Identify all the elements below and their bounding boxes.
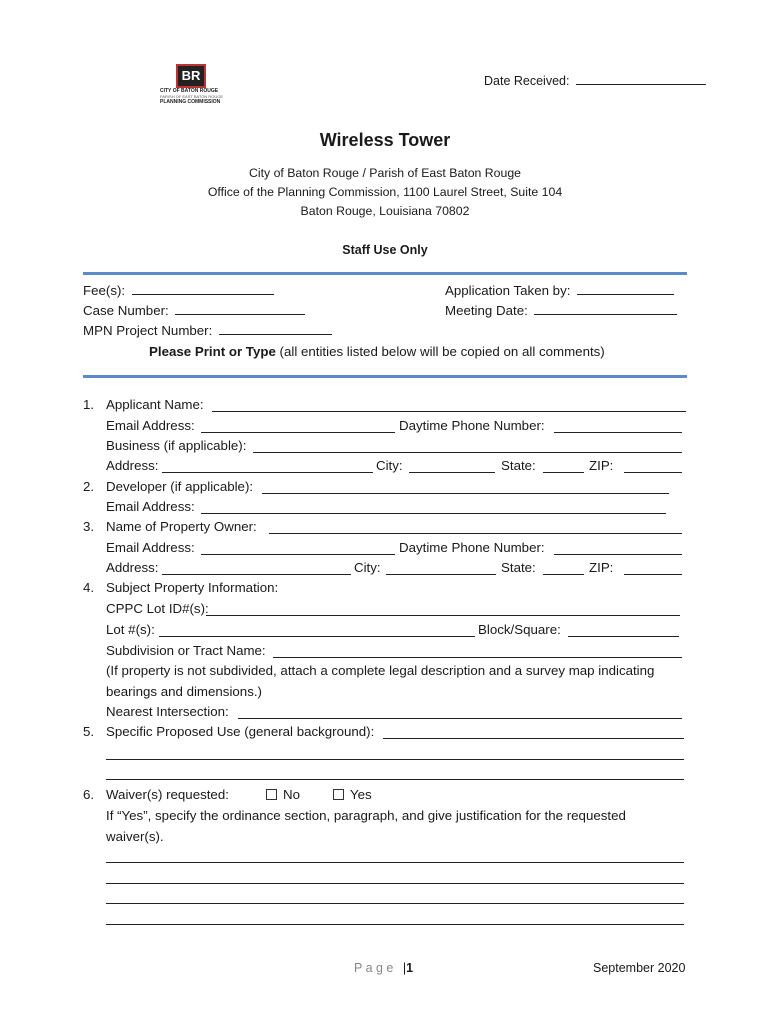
- s3-address-label: Address:: [106, 560, 159, 575]
- lot-label: Lot #(s):: [106, 622, 155, 637]
- taken-by-field[interactable]: [577, 294, 674, 295]
- proposed-use-field-2[interactable]: [106, 759, 684, 760]
- applicant-row: [106, 397, 204, 412]
- mpn-field[interactable]: [219, 334, 332, 335]
- date-received-label: Date Received:: [484, 74, 570, 88]
- s1-state-field[interactable]: [543, 472, 584, 473]
- s2-email-field[interactable]: [201, 513, 666, 514]
- s3-state-field[interactable]: [543, 574, 584, 575]
- waiver-no-option[interactable]: [266, 787, 300, 802]
- s2-email-label: Email Address:: [106, 499, 195, 514]
- section-2-number: 2.: [83, 479, 95, 494]
- logo-mark: BR: [176, 64, 206, 88]
- owner-label: Name of Property Owner:: [106, 519, 257, 534]
- logo-text-1: CITY OF BATON ROUGE: [160, 88, 219, 94]
- page-number: [354, 961, 413, 975]
- subdivision-field[interactable]: [273, 657, 682, 658]
- s3-phone-field[interactable]: [554, 554, 682, 555]
- logo: [160, 64, 224, 108]
- s3-city-field[interactable]: [386, 574, 496, 575]
- s3-address-field[interactable]: [162, 574, 351, 575]
- s3-phone-label: Daytime Phone Number:: [399, 540, 545, 555]
- fees-row: [83, 283, 274, 298]
- waiver-yes-checkbox[interactable]: [333, 789, 344, 800]
- proposed-use-field-1[interactable]: [383, 738, 684, 739]
- waiver-yes-option[interactable]: [333, 787, 372, 802]
- waiver-field-4[interactable]: [106, 924, 684, 925]
- owner-field[interactable]: [269, 533, 682, 534]
- page-label: P a g e: [354, 961, 394, 975]
- developer-row: [106, 479, 253, 494]
- owner-row: [106, 519, 257, 534]
- logo-text-2: PARISH OF EAST BATON ROUGE: [160, 94, 224, 99]
- meeting-date-field[interactable]: [534, 314, 677, 315]
- s3-city-label: City:: [354, 560, 381, 575]
- meeting-date-label: Meeting Date:: [445, 303, 528, 318]
- section-6-number: 6.: [83, 787, 95, 802]
- s1-city-field[interactable]: [409, 472, 495, 473]
- lot-field[interactable]: [159, 636, 475, 637]
- applicant-field[interactable]: [212, 411, 686, 412]
- date-received-field[interactable]: [576, 84, 706, 85]
- s1-email-field[interactable]: [201, 432, 395, 433]
- section-5-number: 5.: [83, 724, 95, 739]
- s3-email-field[interactable]: [201, 554, 395, 555]
- legal-note-2: bearings and dimensions.): [106, 684, 262, 699]
- developer-field[interactable]: [262, 493, 669, 494]
- s1-phone-row: [399, 418, 545, 433]
- s3-address-row: [106, 560, 158, 575]
- s1-email-label: Email Address:: [106, 418, 195, 433]
- legal-note-1: (If property is not subdivided, attach a complete legal description and a survey map indicating: [106, 663, 655, 678]
- business-label: Business (if applicable):: [106, 438, 247, 453]
- case-number-label: Case Number:: [83, 303, 169, 318]
- s3-email-row: [106, 540, 195, 555]
- s1-state-label: State:: [501, 458, 536, 473]
- proposed-use-label: Specific Proposed Use (general background):: [106, 724, 375, 739]
- waiver-no-label: No: [283, 787, 300, 802]
- date-received-row: [484, 74, 706, 88]
- s1-zip-label: ZIP:: [589, 458, 614, 473]
- section-3-number: 3.: [83, 519, 95, 534]
- logo-text-3: PLANNING COMMISSION: [160, 99, 221, 105]
- section-4-number: 4.: [83, 580, 95, 595]
- staff-use-heading: Staff Use Only: [342, 243, 428, 257]
- s1-email-row: [106, 418, 195, 433]
- proposed-use-field-3[interactable]: [106, 779, 684, 780]
- waiver-no-checkbox[interactable]: [266, 789, 277, 800]
- waiver-field-2[interactable]: [106, 883, 684, 884]
- business-row: [106, 438, 246, 453]
- s1-address-field[interactable]: [162, 472, 373, 473]
- waiver-yes-label: Yes: [350, 787, 372, 802]
- intersection-field[interactable]: [238, 718, 682, 719]
- waiver-field-3[interactable]: [106, 903, 684, 904]
- developer-label: Developer (if applicable):: [106, 479, 254, 494]
- waiver-note-2: waiver(s).: [106, 829, 164, 844]
- applicant-label: Applicant Name:: [106, 397, 204, 412]
- print-rest: (all entities listed below will be copied on all comments): [275, 344, 605, 359]
- s3-phone-row: [399, 540, 545, 555]
- s1-city-label: City:: [376, 458, 403, 473]
- address-line-2: Office of the Planning Commission, 1100 Laurel Street, Suite 104: [207, 185, 563, 199]
- block-field[interactable]: [568, 636, 679, 637]
- mpn-row: [83, 323, 332, 338]
- fees-field[interactable]: [132, 294, 274, 295]
- divider-top: [83, 272, 687, 275]
- subdivision-label: Subdivision or Tract Name:: [106, 643, 266, 658]
- s1-zip-field[interactable]: [624, 472, 682, 473]
- block-label: Block/Square:: [478, 622, 561, 637]
- cppc-label: CPPC Lot ID#(s):: [106, 601, 209, 616]
- cppc-field[interactable]: [206, 615, 680, 616]
- s2-email-row: [106, 499, 195, 514]
- taken-by-label: Application Taken by:: [445, 283, 571, 298]
- s3-zip-label: ZIP:: [589, 560, 614, 575]
- address-line-3: Baton Rouge, Louisiana 70802: [300, 204, 470, 218]
- fees-label: Fee(s):: [83, 283, 126, 298]
- waiver-note-1: If “Yes”, specify the ordinance section, paragraph, and give justification for the requested: [106, 808, 626, 823]
- section-1-number: 1.: [83, 397, 95, 412]
- page-title: Wireless Tower: [319, 130, 451, 150]
- s1-phone-field[interactable]: [554, 432, 682, 433]
- taken-by-row: [445, 283, 674, 298]
- waiver-label: Waiver(s) requested:: [106, 787, 229, 802]
- case-number-row: [83, 303, 305, 318]
- business-field[interactable]: [253, 452, 682, 453]
- meeting-date-row: [445, 303, 677, 318]
- waiver-field-1[interactable]: [106, 862, 684, 863]
- page-num: 1: [406, 961, 414, 975]
- intersection-label: Nearest Intersection:: [106, 704, 229, 719]
- case-number-field[interactable]: [175, 314, 305, 315]
- property-info-heading: Subject Property Information:: [106, 580, 279, 595]
- s1-phone-label: Daytime Phone Number:: [399, 418, 545, 433]
- s1-address-row: [106, 458, 158, 473]
- mpn-label: MPN Project Number:: [83, 323, 213, 338]
- print-bold: Please Print or Type: [149, 344, 276, 359]
- s1-address-label: Address:: [106, 458, 159, 473]
- s3-zip-field[interactable]: [624, 574, 682, 575]
- page-separator: |: [402, 961, 407, 975]
- print-instruction: [149, 344, 605, 359]
- s3-email-label: Email Address:: [106, 540, 195, 555]
- s3-state-label: State:: [501, 560, 536, 575]
- address-line-1: City of Baton Rouge / Parish of East Baton Rouge: [248, 166, 522, 180]
- footer-date: September 2020: [593, 961, 686, 975]
- divider-bottom: [83, 375, 687, 378]
